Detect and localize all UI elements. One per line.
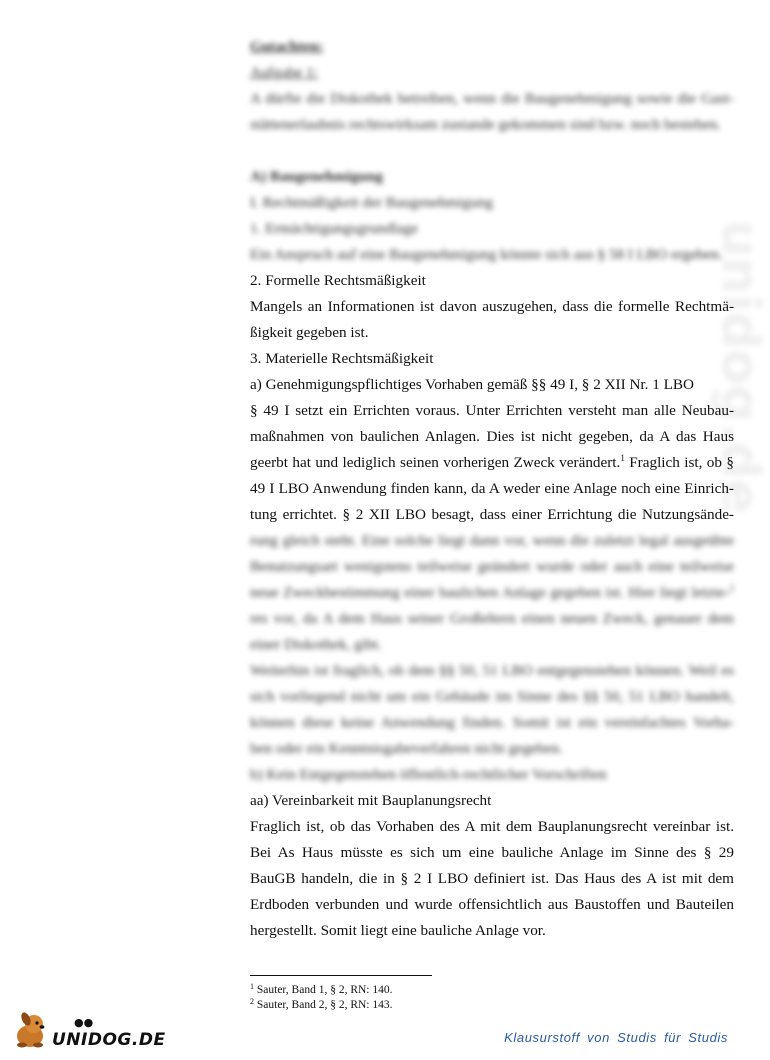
text-line: § 49 I setzt ein Errichten voraus. Unter Errichten versteht man alle Neubau- (250, 402, 734, 419)
footnote-2 (250, 998, 550, 1013)
blurred-line: einer Diskothek, gibt. (250, 636, 382, 653)
blurred-line: rung gleich steht. Eine solche liegt dann vor, wenn die zuletzt legal ausgeübte (250, 532, 734, 549)
paragraph-anspruch: Ein Anspruch auf eine Baugenehmigung könnte sich aus § 58 I LBO ergeben. (250, 246, 723, 263)
subsection-ermaechtigung: 1. Ermächtigungsgrundlage (250, 220, 418, 237)
footnote-text: Sauter, Band 2, § 2, RN: 143. (254, 999, 393, 1011)
intro-line-2: stättenerlaubnis rechtswirksam zustande gekommen sind bzw. noch bestehen. (250, 116, 721, 133)
text-line: maßnahmen von baulichen Anlagen. Dies ist nicht gegeben, da A das Haus (250, 428, 734, 445)
blurred-line-with-footnote-2 (250, 580, 734, 606)
blurred-line: sich vorliegend nicht um ein Gebäude im Sinne des §§ 50, 51 LBO handelt, (250, 688, 734, 705)
heading-materielle: 3. Materielle Rechtsmäßigkeit (250, 350, 434, 367)
footer-slogan: Klausurstoff von Studis für Studis (504, 1030, 728, 1045)
watermark: unidog.de (710, 220, 770, 515)
text-line: tung errichtet. § 2 XII LBO besagt, dass einer Errichtung die Nutzungsände- (250, 506, 734, 523)
text-part: neue Zweckbestimmung einer baulichen Anlage gegeben ist. Hier liegt letzte- (250, 584, 730, 601)
subsection-rechtmaessigkeit: I. Rechtmäßigkeit der Baugenehmigung (250, 194, 493, 211)
footnotes (250, 983, 550, 1013)
heading-bauplanungsrecht: aa) Vereinbarkeit mit Bauplanungsrecht (250, 792, 492, 809)
text-line-with-footnote-1 (250, 450, 734, 476)
heading-aufgabe: Aufgabe 1: (250, 64, 318, 81)
unidog-logo[interactable] (8, 1010, 168, 1050)
blurred-line: ben oder ein Kenntnisgabeverfahren nicht gegeben. (250, 740, 563, 757)
text-part: Fraglich ist, ob § (624, 454, 734, 471)
logo-text: UNIDOG.DE (52, 1030, 166, 1050)
text-line: Fraglich ist, ob das Vorhaben des A mit dem Bauplanungsrecht vereinbar ist. (250, 818, 734, 835)
text-line: ßigkeit gegeben ist. (250, 324, 369, 341)
intro-line-1: A dürfte die Diskothek betreiben, wenn die Baugenehmigung sowie die Gast- (250, 90, 734, 107)
footnote-mark-1[interactable]: 1 (620, 453, 625, 463)
text-line: Mangels an Informationen ist davon auszugehen, dass die formelle Rechtmä- (250, 298, 734, 315)
paw-icon: ●● (74, 1016, 94, 1029)
document-body (250, 34, 734, 944)
blurred-line: Benutzungsart wenigstens teilweise geändert wurde oder auch eine teilweise (250, 558, 734, 575)
footnote-number: 2 (250, 997, 254, 1006)
section-baugenehmigung: A) Baugenehmigung (250, 168, 383, 185)
footnote-number: 1 (250, 982, 254, 991)
blurred-line: können diese keine Anwendung finden. Somit ist ein vereinfachtes Vorha- (250, 714, 734, 731)
blurred-heading: b) Kein Entgegenstehen öffentlich-rechtlicher Vorschriften (250, 766, 607, 783)
blurred-line: Weiterhin ist fraglich, ob dem §§ 50, 51 LBO entgegenstehen können. Weil es (250, 662, 734, 679)
heading-gutachten: Gutachten: (250, 38, 324, 55)
text-line: BauGB handeln, die in § 2 I LBO definiert ist. Das Haus des A ist mit dem (250, 870, 734, 887)
dog-icon (8, 1010, 52, 1050)
footnote-text: Sauter, Band 1, § 2, RN: 140. (254, 984, 393, 996)
footnote-mark-2[interactable]: 2 (729, 583, 734, 593)
footnote-divider (250, 975, 432, 976)
spacer (250, 138, 734, 164)
text-line: Erdboden verbunden und wurde offensichtlich aus Baustoffen und Bauteilen (250, 896, 734, 913)
heading-formelle: 2. Formelle Rechtsmäßigkeit (250, 272, 426, 289)
footnote-1 (250, 983, 550, 998)
text-line: Bei As Haus müsste es sich um eine bauliche Anlage im Sinne des § 29 (250, 844, 734, 861)
text-part: geerbt hat und lediglich seinen vorherigen Zweck verändert. (250, 454, 621, 471)
heading-vorhaben: a) Genehmigungspflichtiges Vorhaben gemäß §§ 49 I, § 2 XII Nr. 1 LBO (250, 376, 695, 393)
text-line: 49 I LBO Anwendung finden kann, da A weder eine Anlage noch eine Einrich- (250, 480, 734, 497)
text-line: hergestellt. Somit liegt eine bauliche Anlage vor. (250, 922, 546, 939)
blurred-line: res vor, da A dem Haus seiner Großeltern einen neuen Zweck, genauer dem (250, 610, 734, 627)
